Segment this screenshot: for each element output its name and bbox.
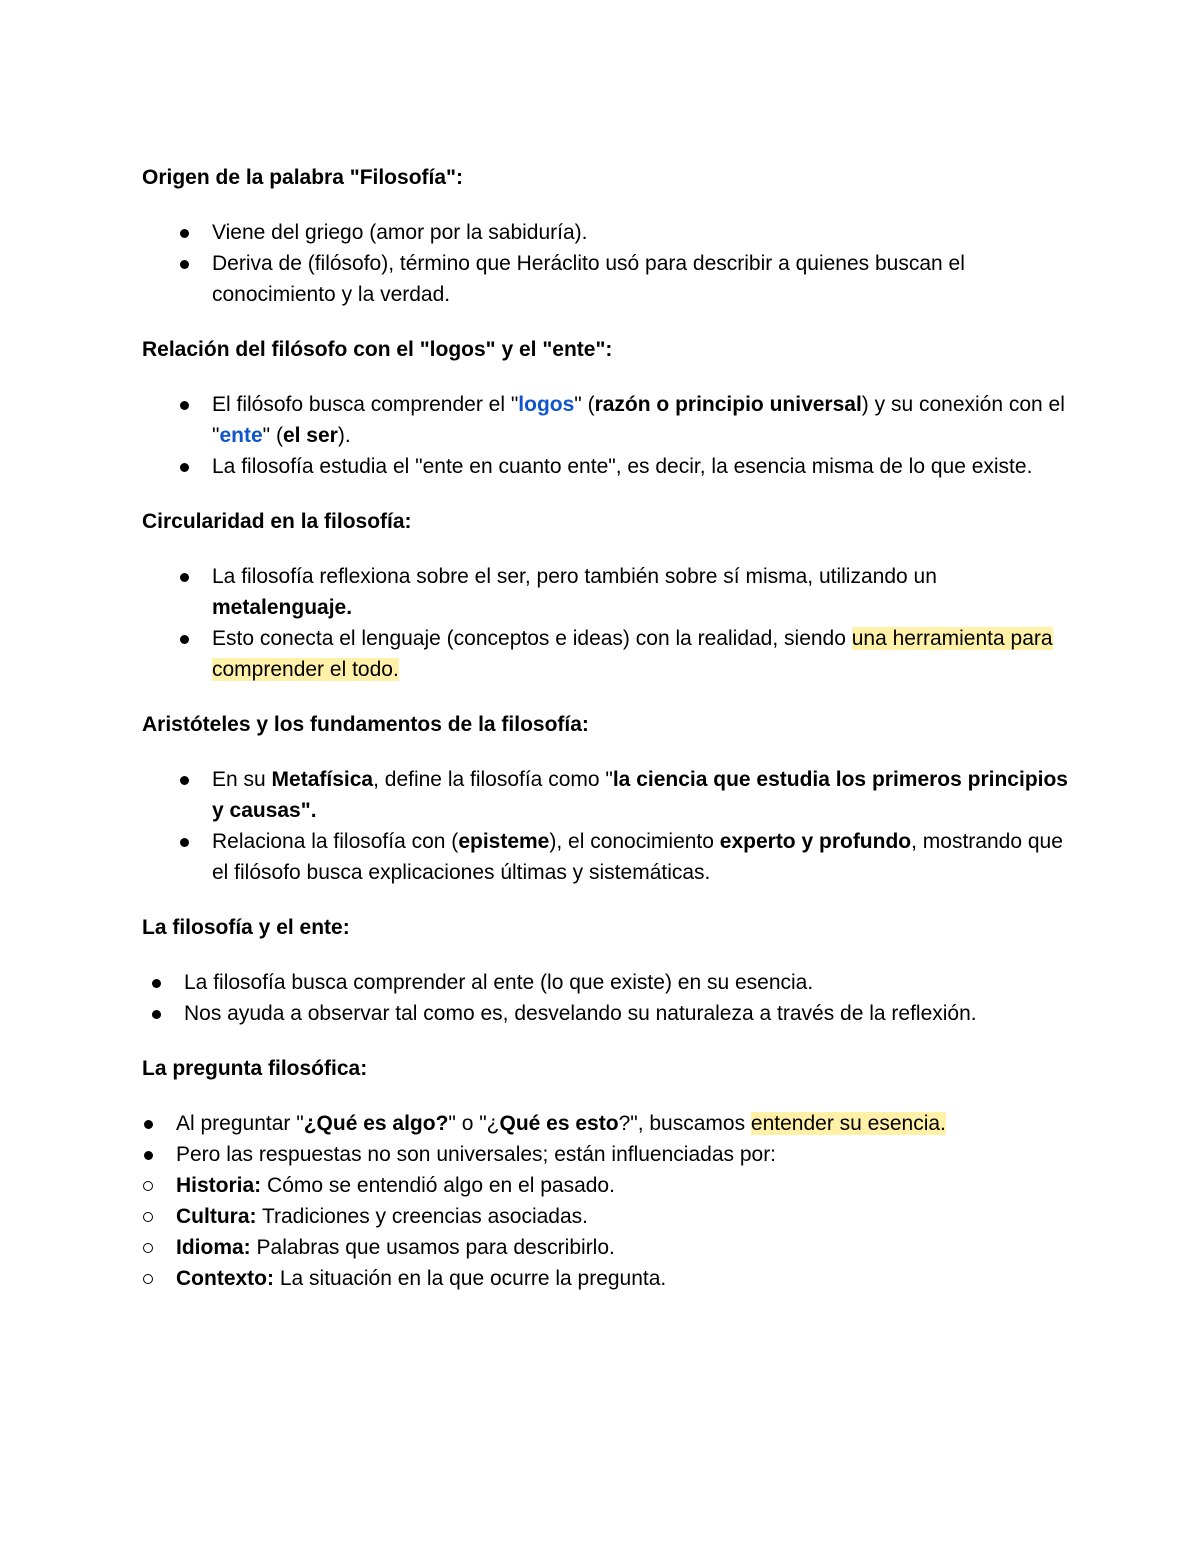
section-heading-filosofia-ente: La filosofía y el ente: [142,916,350,939]
bold-phrase: el ser [282,424,338,447]
bullet-circle-icon [143,1243,153,1253]
highlighted-phrase: entender su esencia. [750,1112,946,1135]
highlighted-phrase: una herramienta para comprender el todo. [212,627,1053,681]
bullet-circle-icon [143,1274,153,1284]
bold-phrase: experto y profundo [719,830,912,853]
bullet-dot-icon [180,463,189,472]
subitem-label: Cultura: [176,1205,257,1228]
bold-phrase: episteme [458,830,550,853]
bold-phrase: Metafísica [271,768,374,791]
bullet-list-circularidad [142,561,1072,685]
bullet-dot-icon [152,1010,161,1019]
bullet-list-origen [142,217,1072,310]
list-item: Relaciona la filosofía con (episteme), el conocimiento experto y profundo, mostrando que el filósofo busca explicaciones últimas y sistemáticas. [142,826,1072,888]
list-item: Nos ayuda a observar tal como es, desvelando su naturaleza a través de la reflexión. [142,998,1072,1029]
document-page [142,162,1072,1318]
list-item: Al preguntar "¿Qué es algo?" o "¿Qué es esto?", buscamos entender su esencia. [142,1108,1072,1139]
bold-phrase: Qué es esto [499,1112,619,1135]
bullet-dot-icon [180,260,189,269]
bullet-dot-icon [180,838,189,847]
bullet-list-aristoteles [142,764,1072,888]
bullet-list-logos-ente [142,389,1072,482]
list-subitem: Idioma: Palabras que usamos para describirlo. [142,1232,1072,1263]
list-item: Viene del griego (amor por la sabiduría). [142,217,1072,248]
list-item: La filosofía busca comprender al ente (lo que existe) en su esencia. [142,967,1072,998]
term-ente: ente [219,424,263,447]
bullet-circle-icon [143,1212,153,1222]
bullet-dot-icon [152,979,161,988]
bullet-dot-icon [180,635,189,644]
subitem-label: Historia: [176,1174,262,1197]
list-subitem: Contexto: La situación en la que ocurre la pregunta. [142,1263,1072,1294]
list-item: En su Metafísica, define la filosofía como "la ciencia que estudia los primeros principios y causas". [142,764,1072,826]
section-heading-circularidad: Circularidad en la filosofía: [142,510,412,533]
list-subitem: Historia: Cómo se entendió algo en el pasado. [142,1170,1072,1201]
bullet-dot-icon [180,401,189,410]
section-heading-pregunta: La pregunta filosófica: [142,1057,368,1080]
list-item: El filósofo busca comprender el "logos" (razón o principio universal) y su conexión con el "ente" (el ser). [142,389,1072,451]
list-item: Deriva de (filósofo), término que Heráclito usó para describir a quienes buscan el conocimiento y la verdad. [142,248,1072,310]
list-item: Esto conecta el lenguaje (conceptos e ideas) con la realidad, siendo una herramienta para comprender el todo. [142,623,1072,685]
bullet-dot-icon [180,776,189,785]
bold-phrase: metalenguaje. [212,596,353,619]
section-heading-origen: Origen de la palabra "Filosofía": [142,166,463,189]
list-subitem: Cultura: Tradiciones y creencias asociadas. [142,1201,1072,1232]
bold-phrase: ¿Qué es algo? [303,1112,449,1135]
bullet-dot-icon [144,1151,153,1160]
bullet-circle-icon [143,1181,153,1191]
section-heading-logos-ente: Relación del filósofo con el "logos" y el "ente": [142,338,613,361]
list-item: La filosofía reflexiona sobre el ser, pero también sobre sí misma, utilizando un metalenguaje. [142,561,1072,623]
bullet-dot-icon [180,229,189,238]
bold-phrase: la ciencia que estudia los primeros principios y causas". [212,768,1068,822]
list-item: La filosofía estudia el "ente en cuanto ente", es decir, la esencia misma de lo que existe. [142,451,1072,482]
bullet-dot-icon [180,573,189,582]
bold-phrase: razón o principio universal [594,393,862,416]
list-item: Pero las respuestas no son universales; están influenciadas por: [142,1139,1072,1170]
bullet-list-filosofia-ente [142,967,1072,1029]
bullet-dot-icon [144,1120,153,1129]
section-heading-aristoteles: Aristóteles y los fundamentos de la filosofía: [142,713,589,736]
subitem-label: Idioma: [176,1236,251,1259]
subitem-label: Contexto: [176,1267,274,1290]
term-logos: logos [518,393,575,416]
bullet-list-pregunta [142,1108,1072,1294]
